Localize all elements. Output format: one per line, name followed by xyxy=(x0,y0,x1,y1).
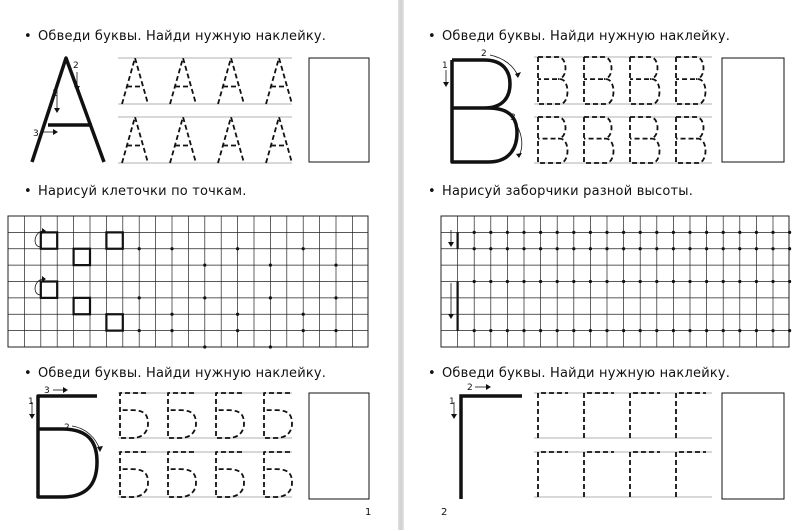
dashed-letter-b[interactable] xyxy=(168,452,196,497)
stroke-number-3: 3 xyxy=(510,113,516,123)
dashed-letter-g[interactable] xyxy=(584,393,614,438)
dashed-letter-g[interactable] xyxy=(538,452,568,497)
writing-guide-lines-g xyxy=(534,393,712,497)
dashed-letter-g[interactable] xyxy=(584,452,614,497)
letter-g-exercise xyxy=(404,0,805,530)
dashed-letter-b[interactable] xyxy=(264,393,292,438)
dashed-letter-b[interactable] xyxy=(216,452,244,497)
stroke-number-1: 1 xyxy=(442,61,448,71)
page-number-left: 1 xyxy=(365,507,372,518)
dashed-letter-b[interactable] xyxy=(264,452,292,497)
task-trace-a-text: Обведи буквы. Найди нужную наклейку. xyxy=(38,29,327,44)
dashed-letter-b[interactable] xyxy=(120,452,148,497)
task-trace-g-instruction: • Обведи буквы. Найди нужную наклейку. xyxy=(428,366,731,381)
model-letter-g xyxy=(461,396,522,499)
task-trace-g-text: Обведи буквы. Найди нужную наклейку. xyxy=(442,366,731,381)
task-grid-text: Нарисуй клеточки по точкам. xyxy=(38,184,247,199)
dashed-letters-b[interactable] xyxy=(120,393,292,497)
dashed-letter-g[interactable] xyxy=(630,452,660,497)
sticker-box-b[interactable] xyxy=(309,393,369,499)
stroke-guides-g xyxy=(449,383,491,419)
dashed-letter-g[interactable] xyxy=(676,393,706,438)
dashed-letter-b[interactable] xyxy=(168,393,196,438)
stroke-number-3: 3 xyxy=(33,129,39,139)
page-number-right: 2 xyxy=(441,507,448,518)
task-trace-b-instruction: • Обведи буквы. Найди нужную наклейку. xyxy=(24,366,327,381)
model-letter-b xyxy=(38,396,97,497)
stroke-number-1: 1 xyxy=(449,397,455,407)
dashed-letter-b[interactable] xyxy=(216,393,244,438)
task-fence-text: Нарисуй заборчики разной высоты. xyxy=(442,184,694,199)
dashed-letter-g[interactable] xyxy=(676,452,706,497)
stroke-number-2: 2 xyxy=(467,383,473,393)
task-fence-instruction: • Нарисуй заборчики разной высоты. xyxy=(428,184,694,199)
stroke-number-2: 2 xyxy=(481,49,487,59)
task-grid-instruction: • Нарисуй клеточки по точкам. xyxy=(24,184,247,199)
task-trace-a-instruction: • Обведи буквы. Найди нужную наклейку. xyxy=(24,29,327,44)
right-page xyxy=(404,0,805,530)
task-trace-v-instruction: • Обведи буквы. Найди нужную наклейку. xyxy=(428,29,731,44)
writing-guide-lines-b xyxy=(118,393,292,497)
stroke-number-2: 2 xyxy=(64,423,70,433)
dashed-letter-g[interactable] xyxy=(630,393,660,438)
stroke-number-2: 2 xyxy=(73,61,79,71)
dashed-letter-b[interactable] xyxy=(120,393,148,438)
task-trace-b-text: Обведи буквы. Найди нужную наклейку. xyxy=(38,366,327,381)
stroke-number-1: 1 xyxy=(28,397,34,407)
dashed-letters-g[interactable] xyxy=(538,393,706,497)
stroke-number-3: 3 xyxy=(44,386,50,396)
stroke-number-1: 1 xyxy=(52,89,58,99)
letter-b-exercise xyxy=(0,0,398,530)
dashed-letter-g[interactable] xyxy=(538,393,568,438)
sticker-box-g[interactable] xyxy=(722,393,784,499)
task-trace-v-text: Обведи буквы. Найди нужную наклейку. xyxy=(442,29,731,44)
left-page xyxy=(0,0,398,530)
